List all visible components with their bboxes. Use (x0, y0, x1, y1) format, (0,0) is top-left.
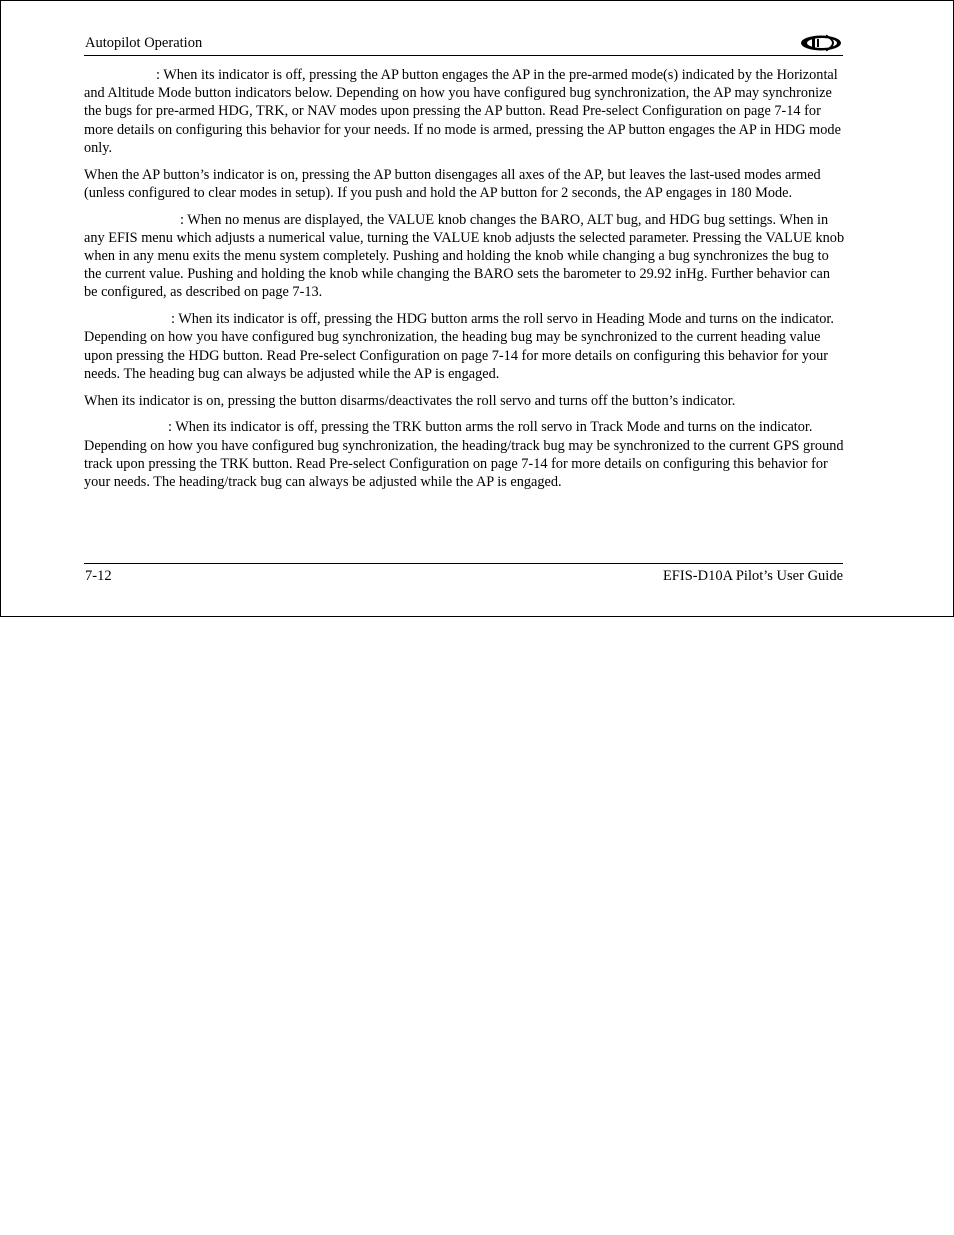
page-header (84, 31, 843, 56)
paragraph-ap-indicator-on: When the AP button’s indicator is on, pressing the AP button disengages all axes of the AP, but leaves the last-used modes armed (unless configured to clear modes in setup). If you push and hold the AP button for 2 seconds, the AP engages in 180 Mode. (84, 166, 821, 201)
body-text (84, 66, 846, 500)
paragraph-text: : When its indicator is off, pressing the HDG button arms the roll servo in Heading Mode and turns on the indicator. Depending on how you have configured bug synchronization, the heading bug may be synchronized to the current heading value upon pressing the HDG button. Read Pre-select Configuration on page 7-14 for more details on configuring this behavior for your needs. The heading bug can always be adjusted while the AP is engaged. (84, 311, 834, 382)
page-footer (84, 563, 843, 588)
dynon-logo-icon (799, 33, 843, 53)
paragraph-value-knob (84, 211, 846, 302)
document-page (0, 0, 954, 617)
paragraph-text: : When its indicator is off, pressing the TRK button arms the roll servo in Track Mode and turns on the indicator. Depending on how you have configured bug synchronization, the heading/track bug may be synchronized to the current GPS ground track upon pressing the TRK button. Read Pre-select Configuration on page 7-14 for more details on configuring this behavior for your needs. The heading/track bug can always be adjusted while the AP is engaged. (84, 419, 844, 491)
guide-title: EFIS-D10A Pilot’s User Guide (662, 568, 843, 584)
paragraph-hdg-button (84, 310, 846, 383)
paragraph-text: : When its indicator is off, pressing the AP button engages the AP in the pre-armed mode(s) indicated by the Horizontal and Altitude Mode button indicators below. Depending on how you have configured bug synchronization, the AP may synchronize the bugs for pre-armed HDG, TRK, or NAV modes upon pressing the AP button. Read Pre-select Configuration on page 7-14 for more details on configuring this behavior for your needs. If no mode is armed, pressing the AP button engages the AP in HDG mode only. (84, 67, 841, 156)
paragraph-trk-button (84, 418, 846, 491)
paragraph-text: : When no menus are displayed, the VALUE knob changes the BARO, ALT bug, and HDG bug settings. When in any EFIS menu which adjusts a numerical value, turning the VALUE knob adjusts the selected parameter. Pressing the VALUE knob when in any menu exits the menu system completely. Pushing and holding the knob while changing a bug synchronizes the bug to the current value. Pushing and holding the knob while changing the BARO sets the barometer to 29.92 inHg. Further behavior can be configured, as described on page 7-13. (84, 211, 845, 301)
header-title: Autopilot Operation (85, 35, 203, 51)
page-number: 7-12 (85, 568, 112, 584)
paragraph-hdg-indicator-on: When its indicator is on, pressing the button disarms/deactivates the roll servo and turns off the button’s indicator. (84, 392, 736, 409)
paragraph-ap-button (84, 66, 846, 157)
